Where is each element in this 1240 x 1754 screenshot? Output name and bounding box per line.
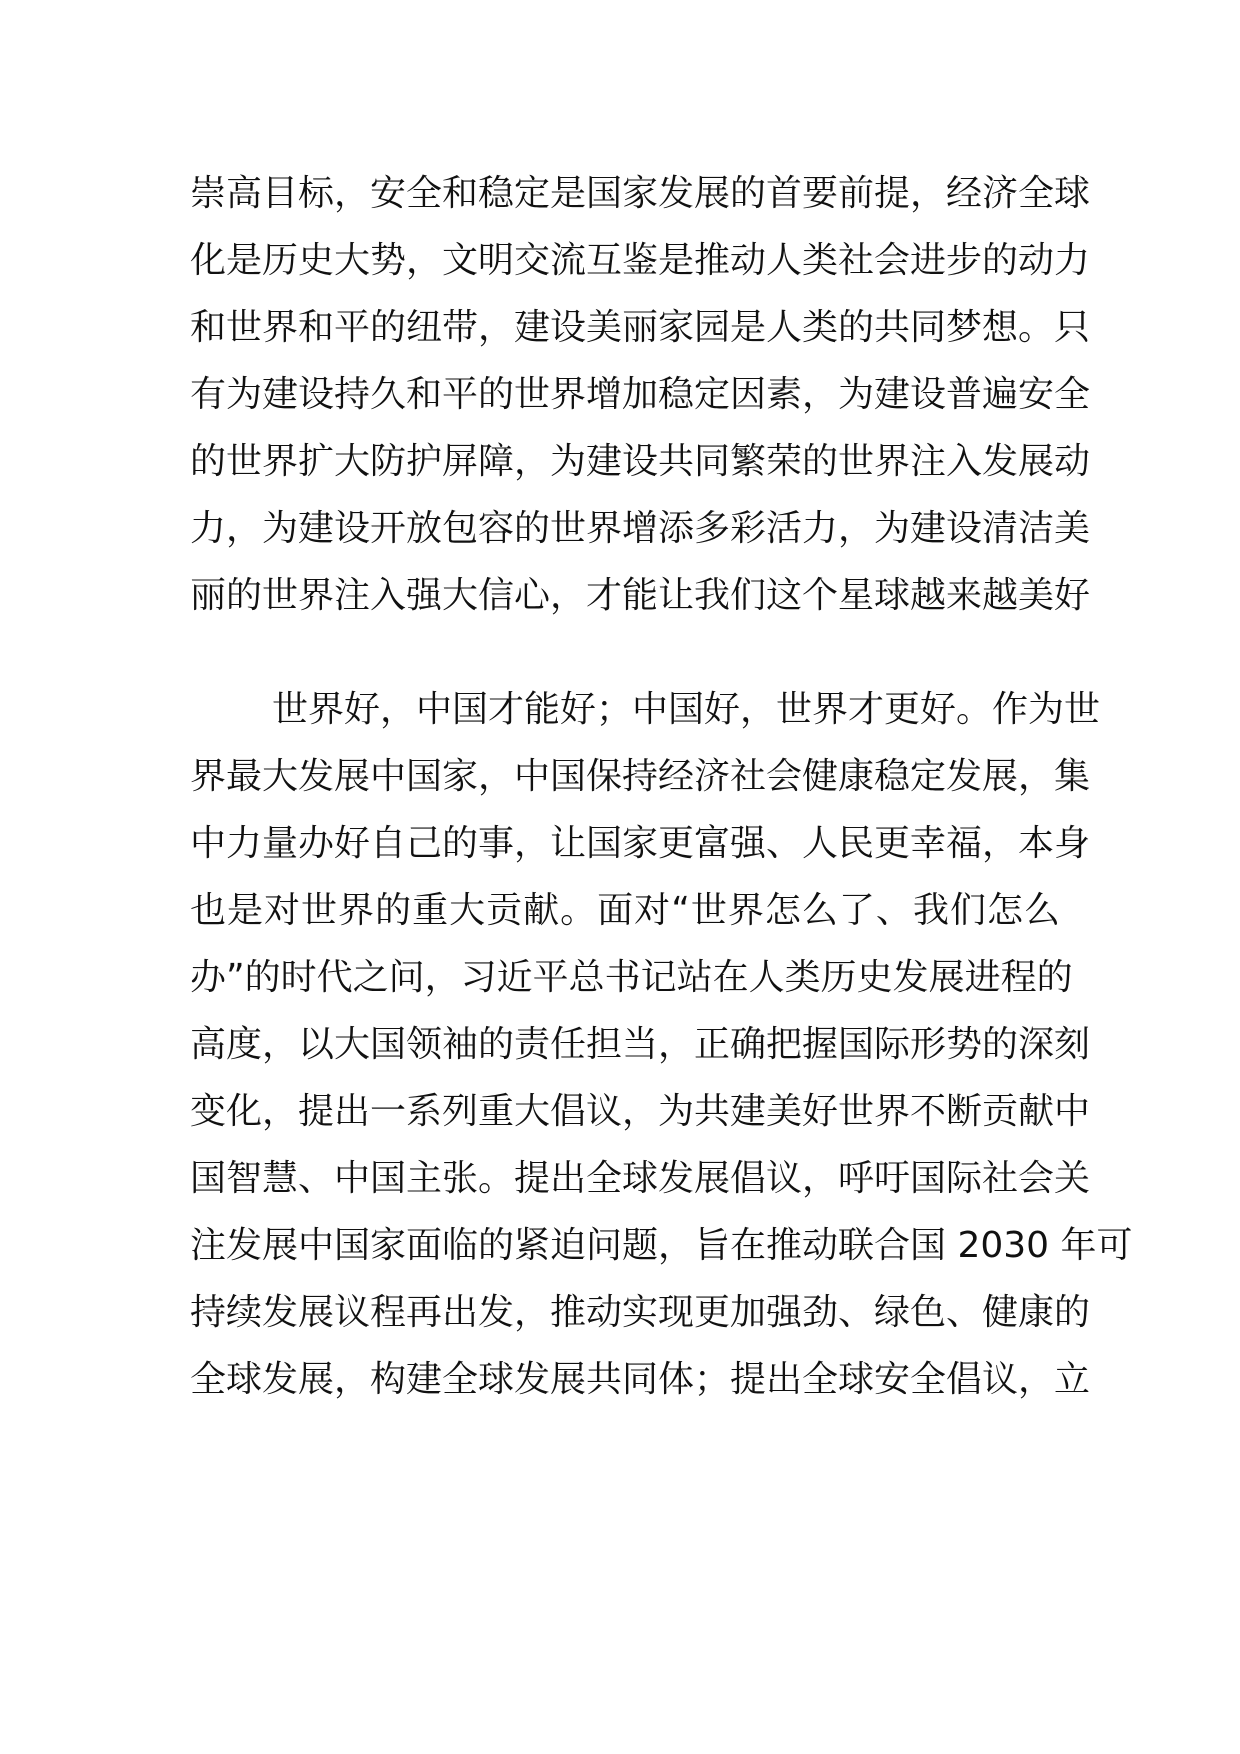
text-line: 崇高目标，安全和稳定是国家发展的首要前提，经济全球 bbox=[190, 173, 1091, 214]
text-line: 高度，以大国领袖的责任担当，正确把握国际形势的深刻 bbox=[190, 1024, 1091, 1065]
text-line: 中力量办好自己的事，让国家更富强、人民更幸福，本身 bbox=[190, 823, 1091, 864]
text-line: 全球发展，构建全球发展共同体；提出全球安全倡议，立 bbox=[190, 1359, 1091, 1400]
text-line: 也是对世界的重大贡献。面对“世界怎么了、我们怎么 bbox=[190, 890, 1060, 931]
text-line: 有为建设持久和平的世界增加稳定因素，为建设普遍安全 bbox=[190, 374, 1091, 415]
text-line: 力，为建设开放包容的世界增添多彩活力，为建设清洁美 bbox=[190, 508, 1091, 549]
text-line: 界最大发展中国家，中国保持经济社会健康稳定发展，集 bbox=[190, 756, 1091, 797]
text-line: 国智慧、中国主张。提出全球发展倡议，呼吁国际社会关 bbox=[190, 1158, 1091, 1199]
text-line: 注发展中国家面临的紧迫问题，旨在推动联合国 2030 年可 bbox=[190, 1225, 1133, 1266]
text-line: 和世界和平的纽带，建设美丽家园是人类的共同梦想。只 bbox=[190, 307, 1091, 348]
text-line: 办”的时代之问，习近平总书记站在人类历史发展进程的 bbox=[190, 957, 1073, 998]
text-line: 变化，提出一系列重大倡议，为共建美好世界不断贡献中 bbox=[190, 1091, 1091, 1132]
text-line: 持续发展议程再出发，推动实现更加强劲、绿色、健康的 bbox=[190, 1292, 1091, 1333]
text-line: 化是历史大势，文明交流互鉴是推动人类社会进步的动力 bbox=[190, 240, 1091, 281]
text-line: 的世界扩大防护屏障，为建设共同繁荣的世界注入发展动 bbox=[190, 441, 1091, 482]
text-line: 丽的世界注入强大信心，才能让我们这个星球越来越美好 bbox=[190, 575, 1091, 616]
text-line: 世界好，中国才能好；中国好，世界才更好。作为世 bbox=[272, 689, 1101, 730]
